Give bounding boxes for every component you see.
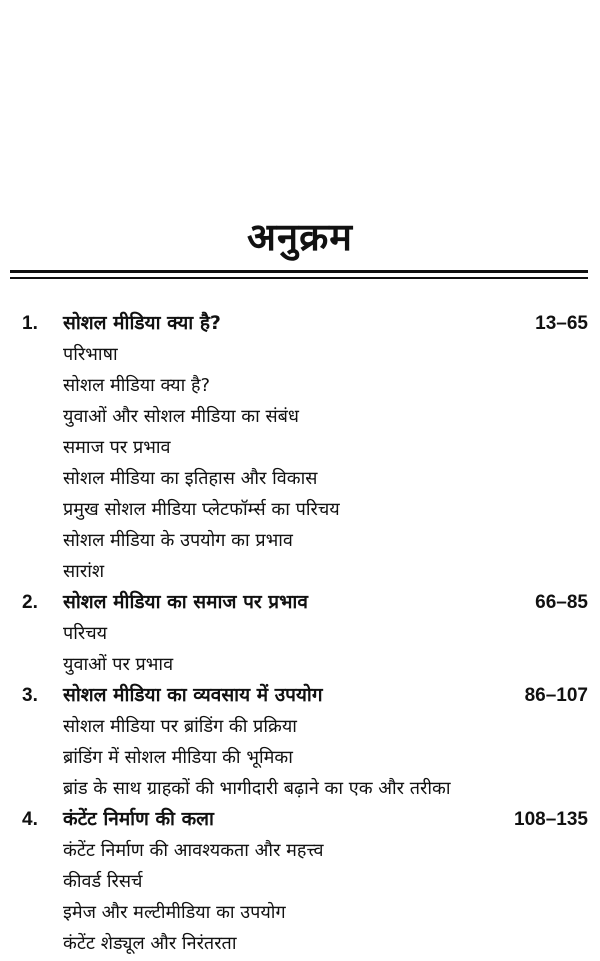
topic-row bbox=[0, 556, 600, 587]
topic-title: सोशल मीडिया का इतिहास और विकास bbox=[63, 468, 318, 489]
topic-title: सोशल मीडिया के उपयोग का प्रभाव bbox=[63, 530, 293, 551]
chapter-title: सोशल मीडिया का व्यवसाय में उपयोग bbox=[63, 684, 323, 706]
topic-title: सारांश bbox=[63, 561, 105, 582]
topic-title: ब्रांडिंग में सोशल मीडिया की भूमिका bbox=[63, 747, 293, 768]
chapter-page-range: 108–135 bbox=[514, 809, 588, 830]
topic-title: इमेज और मल्टीमीडिया का उपयोग bbox=[63, 902, 286, 923]
topic-row bbox=[0, 835, 600, 866]
title-rule-thick bbox=[10, 270, 588, 273]
topic-title: प्रमुख सोशल मीडिया प्लेटफॉर्म्स का परिचय bbox=[63, 499, 340, 520]
chapter-number: 1. bbox=[22, 313, 38, 334]
table-of-contents bbox=[0, 308, 600, 959]
topic-title: युवाओं और सोशल मीडिया का संबंध bbox=[63, 406, 299, 427]
chapter-page-range: 13–65 bbox=[535, 313, 588, 334]
topic-row bbox=[0, 432, 600, 463]
topic-row bbox=[0, 618, 600, 649]
topic-row bbox=[0, 525, 600, 556]
topic-row bbox=[0, 401, 600, 432]
topic-title: समाज पर प्रभाव bbox=[63, 437, 171, 458]
chapter-row bbox=[0, 804, 600, 835]
topic-title: ब्रांड के साथ ग्राहकों की भागीदारी बढ़ाने का एक और तरीका bbox=[63, 778, 451, 799]
chapter-row bbox=[0, 308, 600, 339]
chapter-row bbox=[0, 587, 600, 618]
chapter-number: 4. bbox=[22, 809, 38, 830]
topic-title: कंटेंट निर्माण की आवश्यकता और महत्त्व bbox=[63, 840, 324, 861]
topic-title: युवाओं पर प्रभाव bbox=[63, 654, 174, 675]
chapter-page-range: 86–107 bbox=[524, 685, 588, 706]
topic-row bbox=[0, 711, 600, 742]
chapter-title: सोशल मीडिया का समाज पर प्रभाव bbox=[63, 591, 308, 613]
topic-row bbox=[0, 928, 600, 959]
topic-row bbox=[0, 494, 600, 525]
topic-row bbox=[0, 463, 600, 494]
page-title: अनुक्रम bbox=[246, 215, 354, 259]
topic-row bbox=[0, 866, 600, 897]
topic-title: परिभाषा bbox=[63, 344, 118, 365]
chapter-number: 3. bbox=[22, 685, 38, 706]
chapter-number: 2. bbox=[22, 592, 38, 613]
chapter-title: कंटेंट निर्माण की कला bbox=[63, 808, 214, 830]
topic-row bbox=[0, 370, 600, 401]
chapter-title: सोशल मीडिया क्या है? bbox=[63, 312, 221, 334]
chapter-row bbox=[0, 680, 600, 711]
topic-title: परिचय bbox=[63, 623, 108, 644]
topic-row bbox=[0, 339, 600, 370]
topic-row bbox=[0, 649, 600, 680]
topic-row bbox=[0, 773, 600, 804]
topic-title: कंटेंट शेड्यूल और निरंतरता bbox=[63, 933, 237, 954]
topic-row bbox=[0, 742, 600, 773]
title-rule-thin bbox=[10, 277, 588, 279]
chapter-page-range: 66–85 bbox=[535, 592, 588, 613]
topic-title: कीवर्ड रिसर्च bbox=[63, 871, 143, 892]
topic-row bbox=[0, 897, 600, 928]
topic-title: सोशल मीडिया क्या है? bbox=[63, 375, 211, 396]
topic-title: सोशल मीडिया पर ब्रांडिंग की प्रक्रिया bbox=[63, 716, 297, 737]
